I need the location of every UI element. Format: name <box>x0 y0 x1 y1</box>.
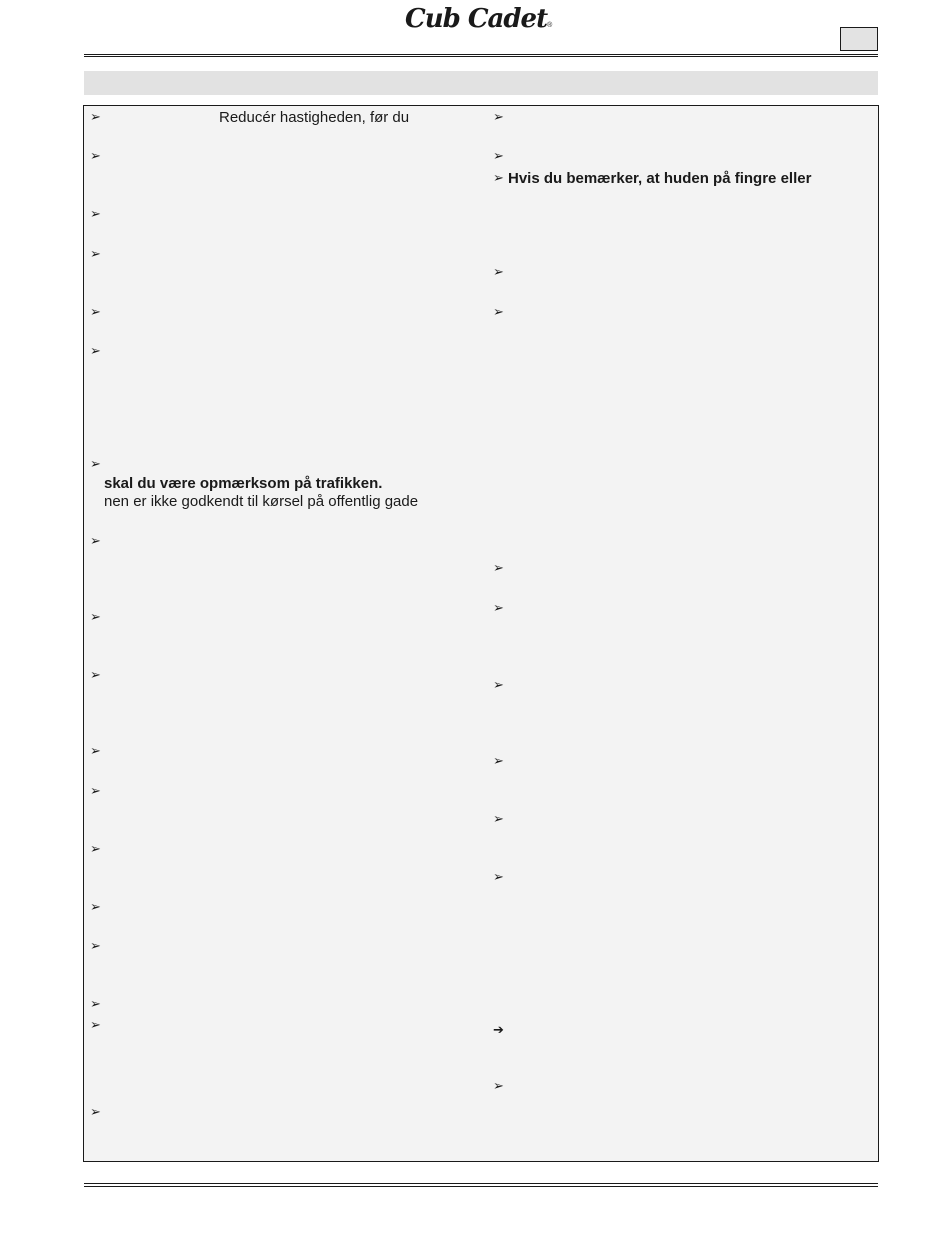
bullet-icon: ➢ <box>90 344 101 359</box>
bullet-icon: ➢ <box>493 110 504 125</box>
bullet-icon: ➢ <box>90 207 101 222</box>
bullet-icon: ➢ <box>90 939 101 954</box>
content-panel <box>83 105 879 1162</box>
speed-instruction-text: Reducér hastigheden, før du <box>219 109 410 126</box>
bullet-icon: ➢ <box>90 784 101 799</box>
footer-rule-bottom <box>84 1186 878 1187</box>
bullet-icon: ➢ <box>90 247 101 262</box>
bullet-icon: ➢ <box>493 678 504 693</box>
cub-cadet-logo <box>405 4 577 34</box>
bullet-icon: ➢ <box>493 870 504 885</box>
bullet-icon: ➢ <box>493 1079 504 1094</box>
traffic-warning-bold: skal du være opmærksom på trafikken. <box>104 475 383 492</box>
bullet-icon: ➢ <box>90 534 101 549</box>
registered-mark: ® <box>547 22 553 29</box>
bullet-icon: ➢ <box>493 305 504 320</box>
bullet-icon: ➢ <box>90 1105 101 1120</box>
footer-rule-top <box>84 1183 878 1184</box>
bullet-icon: ➢ <box>493 265 504 280</box>
header-rule-top <box>84 54 878 55</box>
bullet-icon: ➢ <box>90 457 101 472</box>
bullet-icon: ➢ <box>90 842 101 857</box>
bullet-icon: ➢ <box>90 668 101 683</box>
skin-warning-bold: Hvis du bemærker, at huden på fingre eller <box>508 170 812 187</box>
bullet-icon: ➢ <box>493 601 504 616</box>
section-title-band <box>84 71 878 95</box>
bullet-icon: ➢ <box>493 149 504 164</box>
page-number-box <box>840 27 878 51</box>
bullet-icon: ➢ <box>493 561 504 576</box>
bullet-icon: ➢ <box>90 744 101 759</box>
bullet-icon: ➢ <box>90 305 101 320</box>
bullet-icon: ➢ <box>90 997 101 1012</box>
bullet-icon: ➢ <box>90 610 101 625</box>
bullet-icon: ➢ <box>90 110 101 125</box>
bullet-icon: ➢ <box>90 900 101 915</box>
right-arrow-icon: ➔ <box>493 1023 504 1038</box>
header-rule-bottom <box>84 56 878 57</box>
logo-wordmark: Cub Cadet <box>405 4 548 34</box>
bullet-icon: ➢ <box>493 812 504 827</box>
bullet-icon: ➢ <box>90 149 101 164</box>
bullet-icon: ➢ <box>493 171 504 186</box>
bullet-icon: ➢ <box>90 1018 101 1033</box>
bullet-icon: ➢ <box>493 754 504 769</box>
public-road-text: nen er ikke godkendt til kørsel på offentlig gade <box>104 493 419 510</box>
